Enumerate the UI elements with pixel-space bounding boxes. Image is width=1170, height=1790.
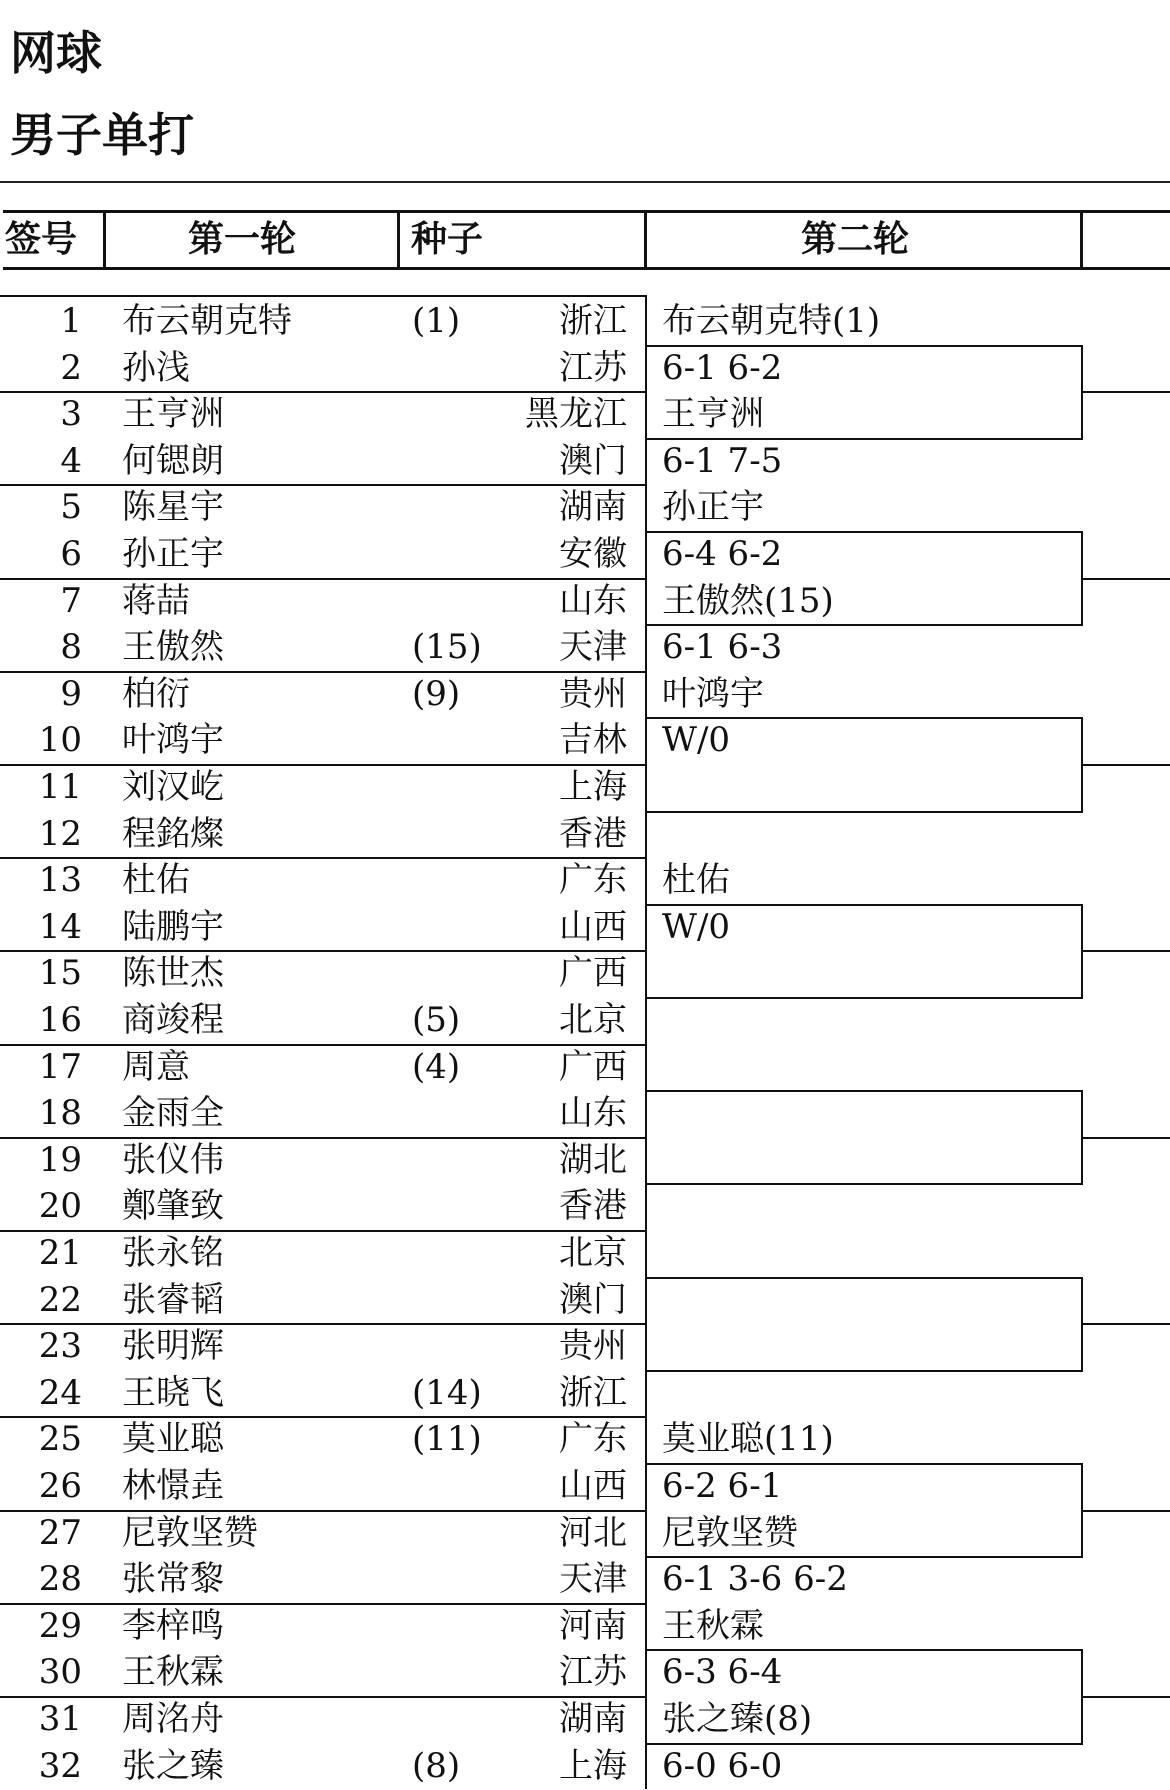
draw-number: 4 [60, 440, 82, 481]
seed-number: (4) [412, 1046, 461, 1087]
column-border [645, 295, 647, 1789]
seed-number: (8) [412, 1745, 461, 1786]
round-two-score: 6-0 6-0 [662, 1745, 783, 1786]
province: 天津 [559, 1559, 627, 1600]
province: 天津 [559, 627, 627, 668]
player-name: 鄭肇致 [122, 1186, 224, 1227]
province: 上海 [559, 1745, 627, 1786]
player-name: 布云朝克特 [122, 301, 292, 341]
bracket-line [1081, 1696, 1170, 1698]
table-row [0, 578, 645, 625]
round-two-winner: 布云朝克特(1) [662, 301, 881, 341]
header-seed: 种子 [411, 219, 484, 260]
player-name: 李梓鸣 [122, 1605, 224, 1646]
player-name: 叶鸿宇 [122, 720, 224, 761]
pair-divider [0, 857, 645, 859]
table-row [0, 717, 645, 764]
seed-number: (11) [412, 1419, 482, 1460]
round-two-winner: 莫业聪(11) [662, 1419, 834, 1460]
bracket-line [645, 717, 1081, 719]
province: 吉林 [559, 720, 627, 761]
province: 河南 [559, 1605, 627, 1646]
province: 广东 [559, 1419, 627, 1460]
draw-number: 3 [60, 394, 82, 435]
bracket-line [645, 1649, 1081, 1651]
bracket-line [645, 1090, 1081, 1092]
table-row [0, 1556, 645, 1603]
player-name: 杜佑 [122, 860, 190, 901]
table-row [0, 671, 645, 718]
seed-number: (14) [412, 1372, 482, 1413]
bracket-line [1081, 391, 1170, 393]
player-name: 王晓飞 [122, 1372, 224, 1413]
round-two-score: W/0 [662, 720, 731, 761]
province: 澳门 [559, 1279, 627, 1320]
player-name: 周洺舟 [122, 1699, 224, 1739]
province: 湖北 [559, 1139, 627, 1180]
draw-number: 12 [38, 813, 82, 854]
player-name: 王秋霖 [122, 1652, 224, 1693]
province: 广西 [559, 1046, 627, 1087]
province: 浙江 [559, 1372, 627, 1413]
player-name: 陈星宇 [122, 487, 224, 528]
round-two-winner: 尼敦坚赞 [662, 1512, 798, 1553]
pair-divider [0, 391, 645, 393]
draw-number: 16 [38, 1000, 82, 1040]
draw-number: 29 [38, 1605, 82, 1646]
bracket-line [1081, 1510, 1170, 1512]
round-two-winner: 叶鸿宇 [662, 673, 764, 714]
province: 安徽 [559, 534, 627, 574]
pair-divider [0, 578, 645, 580]
province: 山西 [559, 1466, 627, 1506]
player-name: 柏衍 [122, 673, 190, 714]
round-two-score: 6-3 6-4 [662, 1652, 783, 1693]
player-name: 金雨全 [122, 1093, 224, 1134]
pair-divider [0, 1044, 645, 1046]
bracket-line [645, 811, 1081, 813]
table-row [0, 1137, 645, 1184]
table-row [0, 1649, 645, 1696]
row-divider [0, 295, 645, 297]
bracket-line [645, 1556, 1081, 1558]
bracket-line [645, 1463, 1081, 1465]
pair-divider [0, 1510, 645, 1512]
province: 河北 [559, 1512, 627, 1553]
seed-number: (9) [412, 673, 461, 714]
seed-number: (1) [412, 301, 461, 341]
round-two-score: 6-1 7-5 [662, 440, 783, 481]
player-name: 王傲然 [122, 627, 224, 668]
pair-divider [0, 1230, 645, 1232]
pair-divider [0, 1696, 645, 1698]
draw-number: 14 [38, 906, 82, 947]
draw-number: 5 [60, 487, 82, 528]
round-two-score: 6-1 6-3 [662, 627, 783, 668]
round-two-winner: 杜佑 [662, 860, 730, 901]
draw-number: 18 [38, 1093, 82, 1134]
draw-number: 11 [38, 767, 82, 807]
bracket-line [645, 1370, 1081, 1372]
bracket-line [645, 1183, 1081, 1185]
draw-number: 1 [60, 301, 82, 341]
player-name: 孙浅 [122, 347, 190, 388]
draw-number: 9 [60, 673, 82, 714]
bracket-line [1081, 1323, 1170, 1325]
table-row [0, 391, 645, 438]
table-row [0, 904, 645, 951]
draw-number: 19 [38, 1139, 82, 1180]
round-two-winner: 王傲然(15) [662, 580, 834, 621]
pair-divider [0, 1323, 645, 1325]
table-row [0, 298, 645, 345]
round-two-winner: 王亨洲 [662, 394, 764, 435]
province: 江苏 [559, 1652, 627, 1693]
bracket-line [1081, 764, 1170, 766]
pair-divider [0, 484, 645, 486]
draw-number: 15 [38, 953, 82, 994]
draw-number: 17 [38, 1046, 82, 1087]
province: 贵州 [559, 673, 627, 714]
province: 山东 [559, 580, 627, 621]
event-title: 男子单打 [10, 108, 194, 162]
province: 浙江 [559, 301, 627, 341]
table-row [0, 811, 645, 858]
player-name: 陆鹏宇 [122, 906, 224, 947]
round-two-winner: 孙正宇 [662, 487, 764, 528]
draw-number: 30 [38, 1652, 82, 1693]
province: 北京 [559, 1233, 627, 1273]
table-row [0, 1743, 645, 1790]
player-name: 张仪伟 [122, 1139, 224, 1180]
province: 贵州 [559, 1326, 627, 1367]
table-row [0, 1183, 645, 1230]
draw-number: 2 [60, 347, 82, 388]
bracket-line [645, 997, 1081, 999]
draw-number: 13 [38, 860, 82, 901]
draw-number: 24 [38, 1372, 82, 1413]
bracket-line [1081, 1137, 1170, 1139]
bracket-line [645, 531, 1081, 533]
table-row [0, 1416, 645, 1463]
table-row [0, 997, 645, 1044]
province: 香港 [559, 1186, 627, 1227]
draw-number: 6 [60, 534, 82, 574]
bracket-line [1081, 578, 1170, 580]
player-name: 张睿韬 [122, 1279, 224, 1320]
player-name: 陈世杰 [122, 953, 224, 994]
player-name: 张明辉 [122, 1326, 224, 1367]
pair-divider [0, 1416, 645, 1418]
round-two-score: 6-1 3-6 6-2 [662, 1559, 848, 1600]
table-row [0, 1696, 645, 1743]
player-name: 蒋喆 [122, 580, 190, 621]
player-name: 程銘燦 [122, 813, 224, 854]
province: 江苏 [559, 347, 627, 388]
table-row [0, 1463, 645, 1510]
pair-divider [0, 1603, 645, 1605]
round-two-score: 6-1 6-2 [662, 347, 783, 388]
bracket-line [645, 438, 1081, 440]
pair-divider [0, 671, 645, 673]
player-name: 尼敦坚赞 [122, 1512, 258, 1553]
table-row [0, 1277, 645, 1324]
round-two-winner: 王秋霖 [662, 1605, 764, 1646]
player-name: 张常黎 [122, 1559, 224, 1600]
pair-divider [0, 1137, 645, 1139]
table-row [0, 1044, 645, 1091]
draw-number: 20 [38, 1186, 82, 1227]
bracket-line [645, 624, 1081, 626]
province: 湖南 [559, 487, 627, 528]
bracket-line [645, 1277, 1081, 1279]
draw-number: 31 [38, 1699, 82, 1739]
table-row [0, 764, 645, 811]
table-row [0, 624, 645, 671]
player-name: 刘汉屹 [122, 767, 224, 807]
header-round-one: 第一轮 [188, 219, 297, 260]
table-row [0, 438, 645, 485]
province: 广东 [559, 860, 627, 901]
bracket-line [645, 904, 1081, 906]
province: 香港 [559, 813, 627, 854]
player-name: 王亨洲 [122, 394, 224, 435]
province: 黑龙江 [525, 394, 627, 435]
province: 澳门 [559, 440, 627, 481]
table-row [0, 531, 645, 578]
draw-number: 27 [38, 1512, 82, 1553]
draw-number: 32 [38, 1745, 82, 1786]
player-name: 商竣程 [122, 1000, 224, 1040]
province: 山西 [559, 906, 627, 947]
header-round-two: 第二轮 [801, 219, 910, 260]
province: 广西 [559, 953, 627, 994]
province: 上海 [559, 767, 627, 807]
round-two-winner: 张之臻(8) [662, 1699, 813, 1739]
sport-title: 网球 [10, 26, 102, 80]
round-two-score: 6-4 6-2 [662, 534, 783, 574]
table-row [0, 1510, 645, 1557]
province: 北京 [559, 1000, 627, 1040]
player-name: 孙正宇 [122, 534, 224, 574]
header-draw-number: 签号 [5, 219, 78, 260]
player-name: 张之臻 [122, 1745, 224, 1786]
table-row [0, 345, 645, 392]
player-name: 莫业聪 [122, 1419, 224, 1460]
pair-divider [0, 764, 645, 766]
draw-number: 23 [38, 1326, 82, 1367]
player-name: 何锶朗 [122, 440, 224, 481]
player-name: 周意 [122, 1046, 190, 1087]
round-two-score: 6-2 6-1 [662, 1466, 783, 1506]
player-name: 林憬垚 [122, 1466, 224, 1506]
bracket-line [645, 345, 1081, 347]
draw-number: 7 [60, 580, 82, 621]
table-row [0, 950, 645, 997]
draw-number: 25 [38, 1419, 82, 1460]
draw-number: 10 [38, 720, 82, 761]
table-row [0, 1370, 645, 1417]
bracket-line [1081, 950, 1170, 952]
draw-number: 21 [38, 1233, 82, 1273]
table-row [0, 1230, 645, 1277]
seed-number: (5) [412, 1000, 461, 1040]
draw-number: 26 [38, 1466, 82, 1506]
bracket-line [645, 1743, 1081, 1745]
pair-divider [0, 950, 645, 952]
round-two-score: W/0 [662, 906, 731, 947]
table-row [0, 1090, 645, 1137]
table-row [0, 484, 645, 531]
province: 湖南 [559, 1699, 627, 1739]
seed-number: (15) [412, 627, 482, 668]
draw-number: 8 [60, 627, 82, 668]
player-name: 张永铭 [122, 1233, 224, 1273]
table-row [0, 1323, 645, 1370]
table-row [0, 857, 645, 904]
draw-number: 22 [38, 1279, 82, 1320]
province: 山东 [559, 1093, 627, 1134]
draw-number: 28 [38, 1559, 82, 1600]
table-row [0, 1603, 645, 1650]
